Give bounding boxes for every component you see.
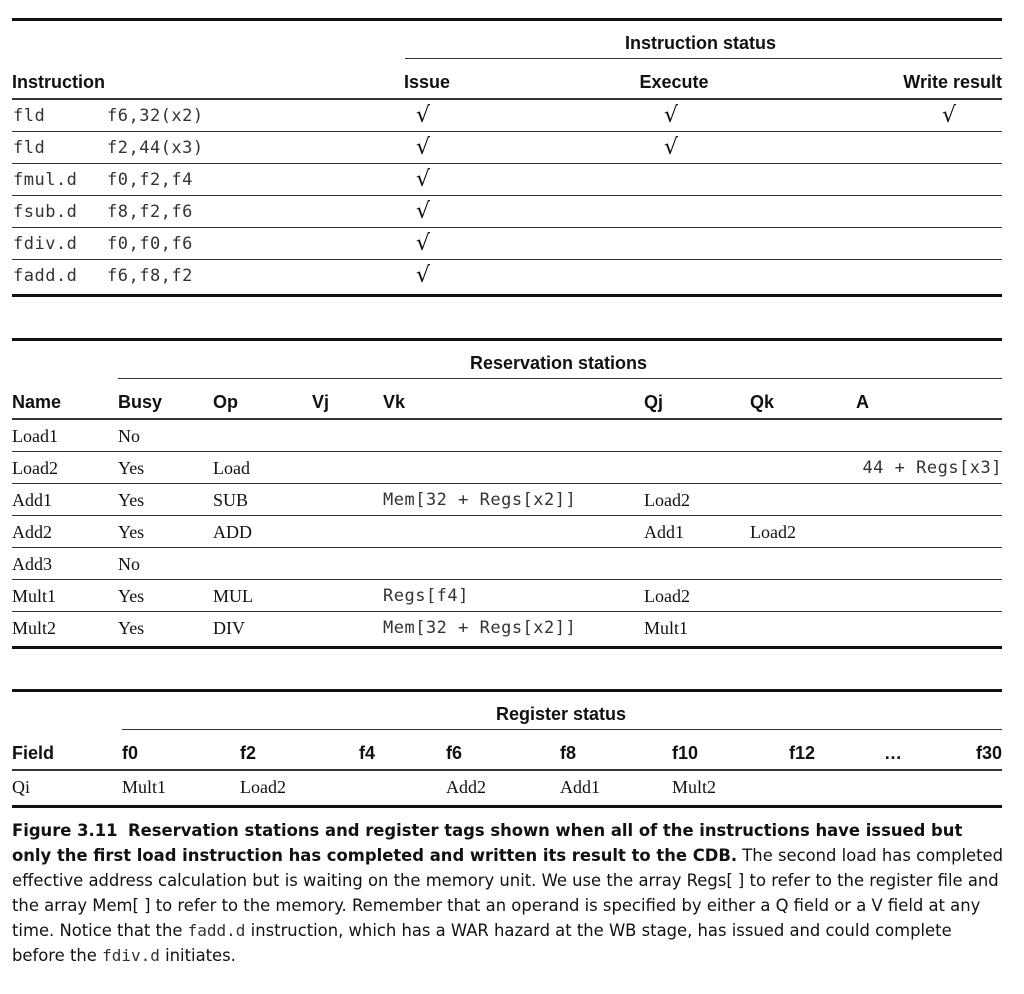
instruction-operands: f8,f2,f6	[107, 202, 193, 222]
register-header: f8	[560, 743, 577, 763]
col-header-field: Field	[12, 743, 55, 763]
register-qi: Add2	[446, 777, 486, 797]
row-label-qi: Qi	[12, 777, 30, 797]
table-row	[12, 548, 1002, 580]
check-mark-icon: √	[416, 199, 431, 224]
register-header: f6	[446, 743, 463, 763]
cell-name: Mult1	[12, 586, 57, 606]
col-header-op: Op	[213, 392, 238, 412]
col-header-vk: Vk	[383, 392, 406, 412]
table-row	[12, 260, 1002, 292]
cell-qj: Mult1	[644, 618, 689, 638]
check-mark-icon: √	[416, 167, 431, 192]
table-top-rule	[12, 18, 1002, 21]
reservation-stations-table	[12, 338, 1002, 652]
table-row	[12, 196, 1002, 228]
register-header: f0	[122, 743, 139, 763]
col-header-instruction: Instruction	[12, 72, 105, 92]
cell-busy: Yes	[118, 458, 145, 478]
figure-label: Figure 3.11	[12, 821, 118, 840]
caption-text-2: instruction, which has a WAR hazard at the WB stage, has issued and could complete before the	[12, 921, 952, 965]
instruction-operands: f0,f2,f4	[107, 170, 193, 190]
register-header: f30	[975, 743, 1002, 763]
cell-name: Add1	[12, 490, 52, 510]
table-row	[12, 420, 1002, 452]
cell-op: SUB	[213, 490, 249, 510]
code-fdiv: fdiv.d	[102, 946, 160, 965]
cell-busy: Yes	[118, 618, 145, 638]
cell-name: Load2	[12, 458, 58, 478]
cell-op: DIV	[213, 618, 245, 638]
group-header-rule	[405, 58, 1002, 59]
col-header-vj: Vj	[312, 392, 330, 412]
code-fadd: fadd.d	[187, 921, 246, 940]
instruction-opcode: fld	[13, 138, 46, 158]
table-bottom-rule	[12, 805, 1002, 808]
table-bottom-rule	[12, 646, 1002, 649]
register-qi: Add1	[560, 777, 600, 797]
caption-text-1: The second load has completed effective address calculation but is waiting on the memory unit. We use the array Regs[ ] to refer to the register file and the array Mem[ ] to refer to the memory. Remember that an operand is specified by either a Q field or a V field at any time. Notice that the	[12, 846, 1004, 940]
register-status-header: Register status	[496, 704, 627, 724]
caption-bold-text: Reservation stations and register tags shown when all of the instructions have issued but only the first load instruction has completed and written its result to the CDB.	[12, 821, 963, 865]
cell-op: ADD	[213, 522, 252, 542]
cell-op: Load	[213, 458, 250, 478]
group-header-rule	[118, 378, 1002, 379]
cell-busy: Yes	[118, 490, 145, 510]
cell-vk: Mem[32 + Regs[x2]]	[383, 490, 577, 510]
register-header: f10	[672, 743, 699, 763]
cell-qj: Add1	[644, 522, 684, 542]
cell-qj: Load2	[644, 586, 690, 606]
instruction-opcode: fmul.d	[13, 170, 78, 190]
register-qi: Load2	[240, 777, 286, 797]
table-row	[12, 516, 1002, 548]
cell-name: Add3	[12, 554, 52, 574]
instruction-opcode: fsub.d	[13, 202, 78, 222]
table-top-rule	[12, 689, 1002, 692]
col-header-issue: Issue	[403, 72, 451, 92]
register-qi: Mult2	[672, 777, 717, 797]
cell-busy: Yes	[118, 586, 145, 606]
cell-op: MUL	[213, 586, 253, 606]
instruction-status-table	[12, 18, 1002, 300]
instruction-operands: f0,f0,f6	[107, 234, 193, 254]
header-rule	[12, 769, 1002, 771]
col-header-busy: Busy	[118, 392, 163, 412]
cell-name: Load1	[12, 426, 58, 446]
table-row	[12, 452, 1002, 484]
check-mark-icon: √	[416, 135, 431, 160]
check-mark-icon: √	[942, 103, 957, 128]
instruction-operands: f2,44(x3)	[107, 138, 204, 158]
figure-caption	[12, 818, 1004, 968]
cell-name: Add2	[12, 522, 52, 542]
cell-busy: No	[118, 426, 140, 446]
cell-vk: Mem[32 + Regs[x2]]	[383, 618, 577, 638]
table-row	[12, 100, 1002, 132]
col-header-execute: Execute	[639, 72, 709, 92]
check-mark-icon: √	[416, 103, 431, 128]
instruction-opcode: fdiv.d	[13, 234, 78, 254]
table-row	[12, 612, 1002, 644]
col-header-qj: Qj	[644, 392, 664, 412]
table-row	[12, 228, 1002, 260]
instruction-operands: f6,32(x2)	[107, 106, 204, 126]
cell-qj: Load2	[644, 490, 690, 510]
table-row	[12, 580, 1002, 612]
col-header-a: A	[856, 392, 869, 412]
cell-busy: No	[118, 554, 140, 574]
table-row	[12, 132, 1002, 164]
cell-qk: Load2	[750, 522, 796, 542]
table-row	[12, 164, 1002, 196]
check-mark-icon: √	[416, 231, 431, 256]
col-header-qk: Qk	[750, 392, 775, 412]
group-header-rule	[122, 729, 1002, 730]
col-header-write-result: Write result	[903, 72, 1002, 92]
instruction-status-header: Instruction status	[625, 33, 777, 53]
cell-name: Mult2	[12, 618, 57, 638]
table-bottom-rule	[12, 294, 1002, 297]
register-header: …	[884, 743, 902, 763]
caption-text-3: initiates.	[165, 946, 236, 965]
register-header: f12	[789, 743, 816, 763]
col-header-name: Name	[12, 392, 62, 412]
check-mark-icon: √	[664, 103, 679, 128]
register-status-table	[12, 689, 1002, 811]
cell-a: 44 + Regs[x3]	[862, 458, 1002, 478]
cell-busy: Yes	[118, 522, 145, 542]
reservation-stations-header: Reservation stations	[470, 353, 648, 373]
register-header: f2	[240, 743, 257, 763]
register-header: f4	[359, 743, 376, 763]
table-top-rule	[12, 338, 1002, 341]
register-qi: Mult1	[122, 777, 167, 797]
instruction-opcode: fadd.d	[13, 266, 78, 286]
instruction-opcode: fld	[13, 106, 46, 126]
cell-vk: Regs[f4]	[383, 586, 469, 606]
check-mark-icon: √	[416, 263, 431, 288]
check-mark-icon: √	[664, 135, 679, 160]
table-row	[12, 484, 1002, 516]
instruction-operands: f6,f8,f2	[107, 266, 193, 286]
